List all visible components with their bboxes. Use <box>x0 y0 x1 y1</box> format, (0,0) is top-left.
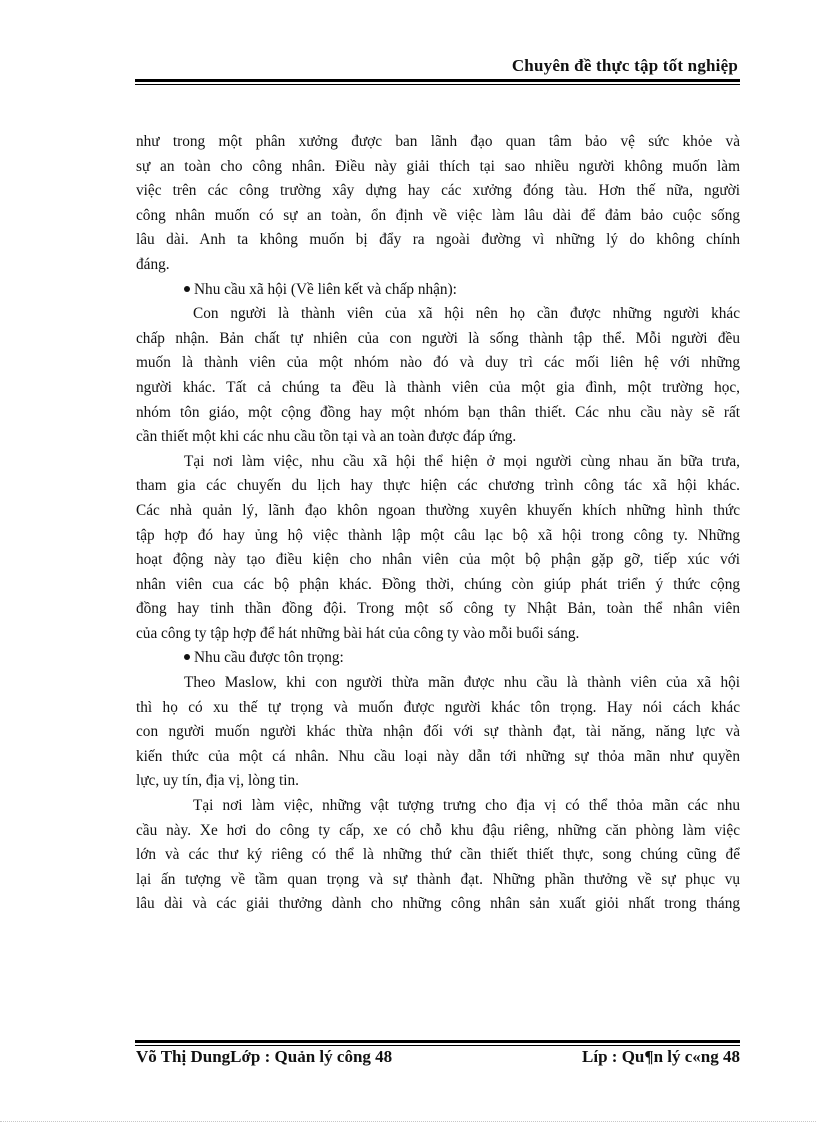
text-line: muốn là thành viên của một nhóm nào đó và duy trì các mối liên hệ với những <box>136 354 740 372</box>
text-line: lại ấn tượng về tầm quan trọng và sự thành đạt. Những phần thưởng về sự phục vụ <box>136 870 740 888</box>
document-body <box>136 130 740 917</box>
footer-rule-thin <box>135 1045 740 1046</box>
footer-author-class: Võ Thị DungLớp : Quản lý công 48 <box>136 1047 393 1066</box>
bullet-heading-text: Nhu cầu được tôn trọng: <box>194 649 344 667</box>
text-line: việc trên các công trường xây dựng hay các xưởng đóng tàu. Hơn thế nữa, người <box>136 182 740 200</box>
header-rule-thin <box>135 84 740 85</box>
text-line: lâu dài và các giải thưởng dành cho những công nhân sản xuất giỏi nhất trong tháng <box>136 895 740 913</box>
bullet-heading-social-needs <box>136 278 740 303</box>
text-line: lâu dài. Anh ta không muốn bị đẩy ra ngoài đường vì những lý do không chính <box>136 231 740 249</box>
text-line: cần thiết một khi các nhu cầu tồn tại và an toàn được đáp ứng. <box>136 428 517 446</box>
bullet-icon <box>184 286 190 292</box>
text-line: Tại nơi làm việc, những vật tượng trưng cho địa vị có thể thỏa mãn các nhu <box>193 797 740 815</box>
text-line: tham gia các chuyến du lịch hay thực hiện các chương trình công tác xã hội khác. <box>136 477 740 495</box>
text-line: tập hợp đó hay ủng hộ việc thành lập một câu lạc bộ xã hội trong công ty. Những <box>136 526 740 544</box>
page-bottom-dotted-edge <box>0 1121 816 1122</box>
header-rule-thick <box>135 79 740 82</box>
text-line: con người muốn người khác thừa nhận đối với sự thành đạt, tài năng, năng lực và <box>136 723 740 741</box>
text-line: Tại nơi làm việc, nhu cầu xã hội thể hiện ở mọi người cùng nhau ăn bữa trưa, <box>184 452 740 470</box>
text-line: Các nhà quản lý, lãnh đạo khôn ngoan thường xuyên khuyến khích những hình thức <box>136 501 740 519</box>
footer-class-label: Líp : Qu¶n lý c«ng 48 <box>582 1047 740 1066</box>
text-line: như trong một phân xưởng được ban lãnh đạo quan tâm bảo vệ sức khỏe và <box>136 133 740 150</box>
text-line: của công ty tập hợp để hát những bài hát của công ty vào mỗi buổi sáng. <box>136 624 580 642</box>
text-line: Theo Maslow, khi con người thừa mãn được nhu cầu là thành viên của xã hội <box>184 674 740 692</box>
text-line: thì họ có xu thế tự trọng và muốn được người khác tôn trọng. Hay nói cách khác <box>136 698 740 716</box>
text-line: công nhân muốn có sự an toàn, ổn định về việc làm lâu dài để đảm bảo cuộc sống <box>136 206 740 224</box>
bullet-icon <box>184 654 190 660</box>
text-line: sự an toàn cho công nhân. Điều này giải thích tại sao nhiều người không muốn làm <box>136 157 740 175</box>
footer-rule-thick <box>135 1040 740 1043</box>
text-line: kiến thức của một cá nhân. Nhu cầu loại này dẫn tới những sự thỏa mãn như quyền <box>136 747 740 765</box>
text-line: người khác. Tất cả chúng ta đều là thành viên của một gia đình, một trường học, <box>136 378 740 396</box>
text-line: đáng. <box>136 255 170 273</box>
text-line: Con người là thành viên của xã hội nên họ cần được những người khác <box>193 305 740 323</box>
text-line: đồng hay tinh thần đồng đội. Trong một số công ty Nhật Bản, toàn thể nhân viên <box>136 600 740 618</box>
text-line: hoạt động này tạo điều kiện cho nhân viên của một bộ phận gặp gỡ, tiếp xúc với <box>136 551 740 569</box>
text-line: cầu này. Xe hơi do công ty cấp, xe có chỗ khu đậu riêng, những căn phòng làm việc <box>136 821 740 839</box>
bullet-heading-esteem-needs <box>136 646 740 671</box>
text-line: nhân viên cua các bộ phận khác. Đồng thời, chúng còn giúp phát triển ý thức cộng <box>136 575 740 593</box>
text-line: lớn và các thư ký riêng có thể là những thứ cần thiết thiết thực, song chúng cũng để <box>136 846 740 864</box>
bullet-heading-text: Nhu cầu xã hội (Về liên kết và chấp nhận): <box>194 280 457 298</box>
text-line: lực, uy tín, địa vị, lòng tin. <box>136 772 299 790</box>
text-line: nhóm tôn giáo, một cộng đồng hay một nhóm bạn thân thiết. Các nhu cầu này sẽ rất <box>136 403 740 421</box>
page-header-title: Chuyên đề thực tập tốt nghiệp <box>511 56 738 75</box>
text-line: chấp nhận. Bản chất tự nhiên của con người là sống thành tập thể. Mỗi người đều <box>136 329 740 347</box>
